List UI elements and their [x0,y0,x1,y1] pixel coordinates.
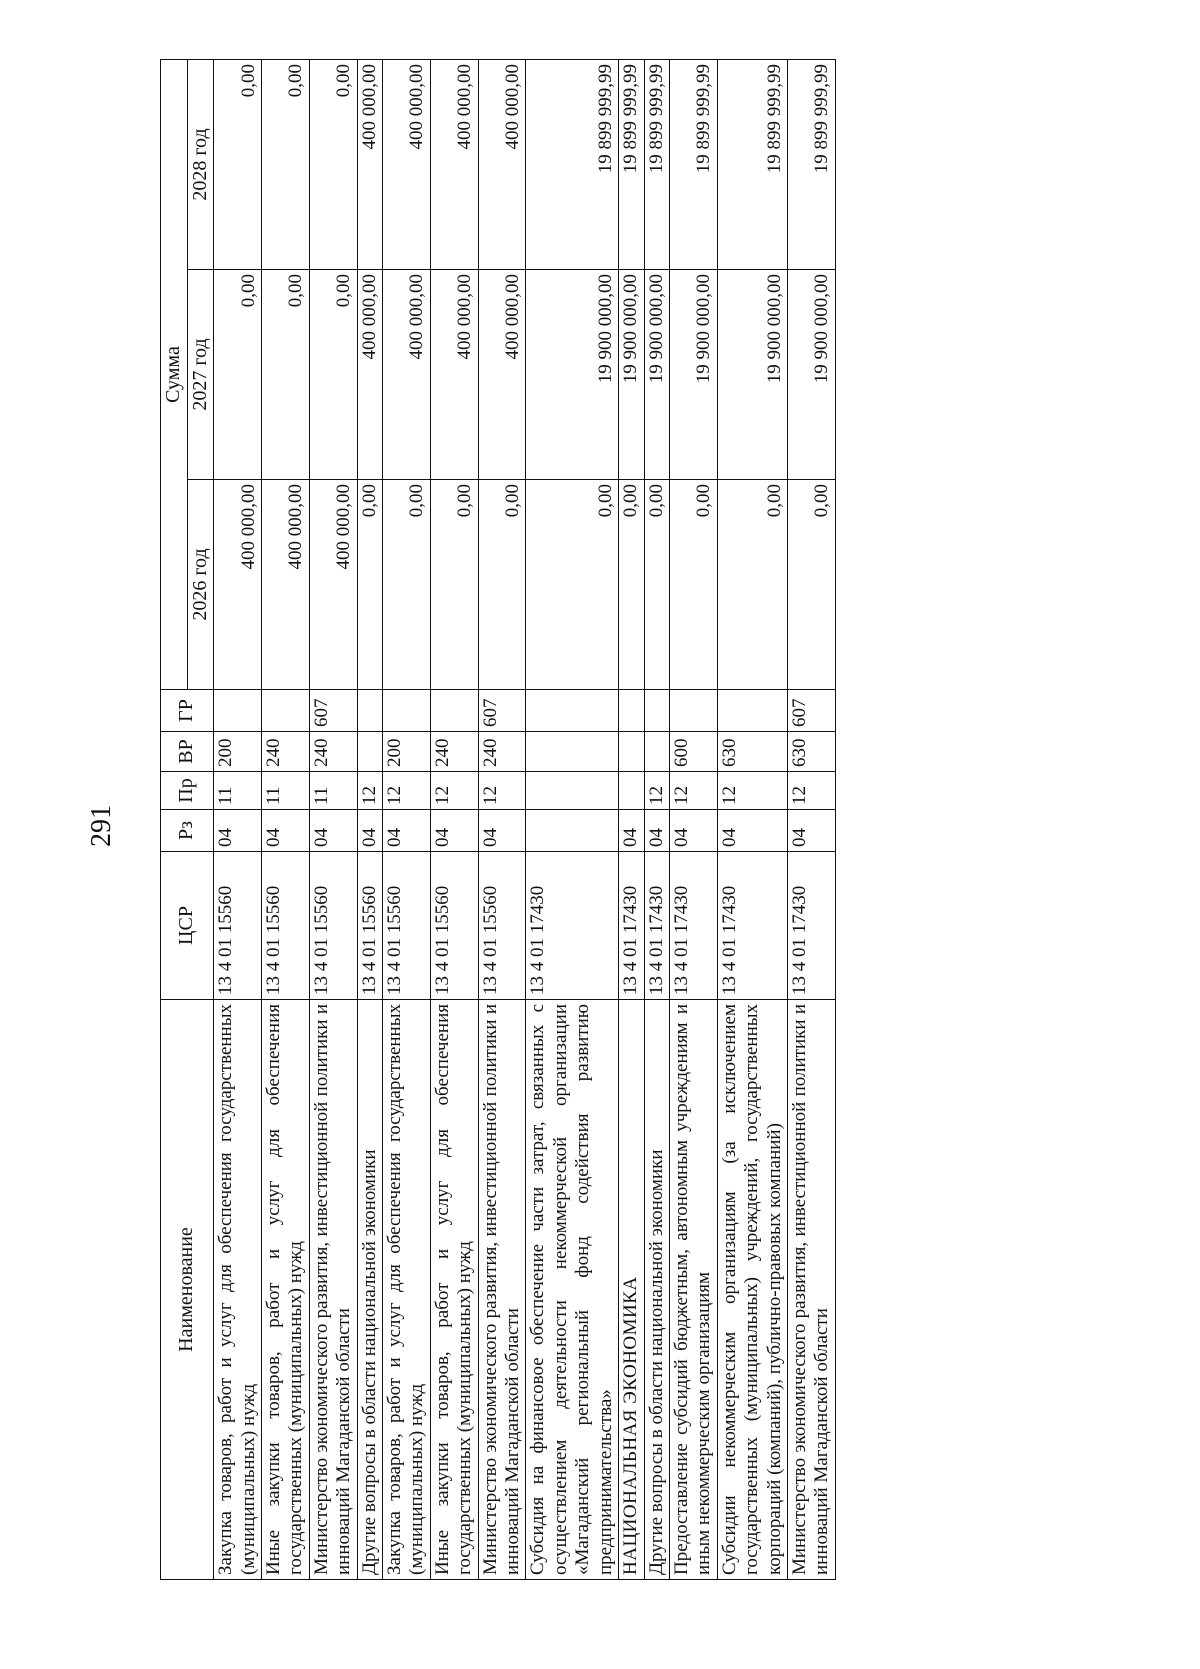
row-csr: 13 4 01 17430 [619,852,644,1000]
row-2026: 0,00 [669,480,717,690]
row-2026: 0,00 [526,480,619,690]
row-pr: 12 [357,772,382,810]
row-2028: 400 000,00 [357,59,382,269]
row-csr: 13 4 01 17430 [526,852,619,1000]
row-name: Субсидия на финансовое обеспечение части затрат, связанных с осуществлением деятельности некоммерческой организации «Магаданский региональный фонд содействия развитию предпринимательства» [526,1000,619,1580]
row-rz: 04 [619,810,644,852]
row-gr: 607 [478,690,526,732]
row-2026: 400 000,00 [214,480,262,690]
row-2028: 19 899 999,99 [787,59,835,269]
row-gr [262,690,310,732]
row-2026: 400 000,00 [262,480,310,690]
row-2027: 19 900 000,00 [619,270,644,480]
row-2028: 0,00 [262,59,310,269]
row-2027: 400 000,00 [478,270,526,480]
row-rz: 04 [309,810,357,852]
row-2028: 0,00 [214,59,262,269]
row-name: Иные закупки товаров, работ и услуг для обеспечения государственных (муниципальных) нужд [262,1000,310,1580]
row-name: Закупка товаров, работ и услуг для обеспечения государственных (муниципальных) нужд [214,1000,262,1580]
row-2026: 0,00 [383,480,431,690]
table-row [787,59,835,1579]
row-2027: 19 900 000,00 [526,270,619,480]
row-2026: 400 000,00 [309,480,357,690]
row-2028: 19 899 999,99 [717,59,787,269]
row-2027: 0,00 [262,270,310,480]
row-name: Министерство экономического развития, инвестиционной политики и инноваций Магаданской области [309,1000,357,1580]
row-pr: 12 [478,772,526,810]
row-2027: 400 000,00 [430,270,478,480]
row-pr: 12 [669,772,717,810]
row-2028: 400 000,00 [430,59,478,269]
row-vr: 240 [309,732,357,772]
row-csr: 13 4 01 17430 [717,852,787,1000]
row-gr [717,690,787,732]
row-2026: 0,00 [787,480,835,690]
row-csr: 13 4 01 17430 [644,852,669,1000]
row-vr [357,732,382,772]
row-gr [644,690,669,732]
header-gr: ГР [161,690,214,732]
row-rz: 04 [214,810,262,852]
row-gr: 607 [309,690,357,732]
table-row [309,59,357,1579]
row-rz: 04 [644,810,669,852]
table-row [214,59,262,1579]
row-gr [526,690,619,732]
row-2028: 0,00 [309,59,357,269]
row-rz: 04 [357,810,382,852]
row-gr [214,690,262,732]
budget-table [160,59,836,1580]
row-name: Министерство экономического развития, инвестиционной политики и инноваций Магаданской области [478,1000,526,1580]
row-csr: 13 4 01 15560 [430,852,478,1000]
row-rz: 04 [669,810,717,852]
header-row-1 [161,59,188,1579]
row-gr [619,690,644,732]
row-vr: 630 [717,732,787,772]
header-2028: 2028 год [187,59,214,269]
row-pr [619,772,644,810]
table-row [644,59,669,1579]
row-vr [526,732,619,772]
row-2028: 19 899 999,99 [644,59,669,269]
row-2028: 19 899 999,99 [526,59,619,269]
row-gr: 607 [787,690,835,732]
row-2028: 19 899 999,99 [619,59,644,269]
row-csr: 13 4 01 15560 [478,852,526,1000]
row-rz: 04 [383,810,431,852]
row-pr: 12 [787,772,835,810]
table-row [717,59,787,1579]
row-csr: 13 4 01 15560 [383,852,431,1000]
row-gr [357,690,382,732]
row-2027: 19 900 000,00 [644,270,669,480]
row-pr: 12 [430,772,478,810]
header-vr: ВР [161,732,214,772]
row-rz: 04 [430,810,478,852]
table-row [669,59,717,1579]
row-pr: 11 [262,772,310,810]
row-csr: 13 4 01 15560 [262,852,310,1000]
row-2026: 0,00 [619,480,644,690]
header-name: Наименование [161,1000,214,1580]
row-rz: 04 [717,810,787,852]
row-pr: 11 [214,772,262,810]
header-pr: Пр [161,772,214,810]
row-vr [619,732,644,772]
table-row [526,59,619,1579]
header-2027: 2027 год [187,270,214,480]
row-rz: 04 [262,810,310,852]
row-pr: 12 [383,772,431,810]
row-name: Субсидии некоммерческим организациям (за исключением государственных (муниципальных) учреждений, государственных корпораций (компаний), публично-правовых компаний) [717,1000,787,1580]
row-csr: 13 4 01 17430 [787,852,835,1000]
row-vr: 200 [383,732,431,772]
row-vr: 600 [669,732,717,772]
row-csr: 13 4 01 15560 [357,852,382,1000]
row-pr: 12 [644,772,669,810]
row-gr [383,690,431,732]
row-pr: 12 [717,772,787,810]
row-name: Другие вопросы в области национальной экономики [644,1000,669,1580]
row-2027: 0,00 [214,270,262,480]
header-csr: ЦСР [161,852,214,1000]
row-2026: 0,00 [478,480,526,690]
row-2027: 19 900 000,00 [717,270,787,480]
row-vr: 240 [430,732,478,772]
row-2027: 19 900 000,00 [787,270,835,480]
table-row [383,59,431,1579]
row-rz: 04 [478,810,526,852]
row-name: Иные закупки товаров, работ и услуг для обеспечения государственных (муниципальных) нужд [430,1000,478,1580]
header-sum: Сумма [161,59,188,689]
header-2026: 2026 год [187,480,214,690]
row-rz: 04 [787,810,835,852]
row-2026: 0,00 [430,480,478,690]
row-pr: 11 [309,772,357,810]
row-name: Предоставление субсидий бюджетным, автономным учреждениям и иным некоммерческим организациям [669,1000,717,1580]
row-2028: 400 000,00 [478,59,526,269]
table-row [478,59,526,1579]
row-name: НАЦИОНАЛЬНАЯ ЭКОНОМИКА [619,1000,644,1580]
row-2027: 400 000,00 [383,270,431,480]
row-2028: 19 899 999,99 [669,59,717,269]
row-vr: 240 [262,732,310,772]
row-vr: 240 [478,732,526,772]
row-csr: 13 4 01 15560 [214,852,262,1000]
table-row [430,59,478,1579]
page-number: 291 [86,805,117,847]
row-2027: 19 900 000,00 [669,270,717,480]
table-row [262,59,310,1579]
row-name: Другие вопросы в области национальной экономики [357,1000,382,1580]
row-2027: 400 000,00 [357,270,382,480]
row-vr: 200 [214,732,262,772]
row-vr [644,732,669,772]
row-name: Министерство экономического развития, инвестиционной политики и инноваций Магаданской области [787,1000,835,1580]
row-pr [526,772,619,810]
row-gr [430,690,478,732]
row-vr: 630 [787,732,835,772]
table-row [619,59,644,1579]
row-2026: 0,00 [644,480,669,690]
row-gr [669,690,717,732]
header-rz: Рз [161,810,214,852]
row-csr: 13 4 01 17430 [669,852,717,1000]
row-csr: 13 4 01 15560 [309,852,357,1000]
row-2026: 0,00 [357,480,382,690]
row-2027: 0,00 [309,270,357,480]
row-2026: 0,00 [717,480,787,690]
row-rz [526,810,619,852]
budget-table-rotated [160,60,1000,1580]
row-name: Закупка товаров, работ и услуг для обеспечения государственных (муниципальных) нужд [383,1000,431,1580]
table-row [357,59,382,1579]
row-2028: 400 000,00 [383,59,431,269]
